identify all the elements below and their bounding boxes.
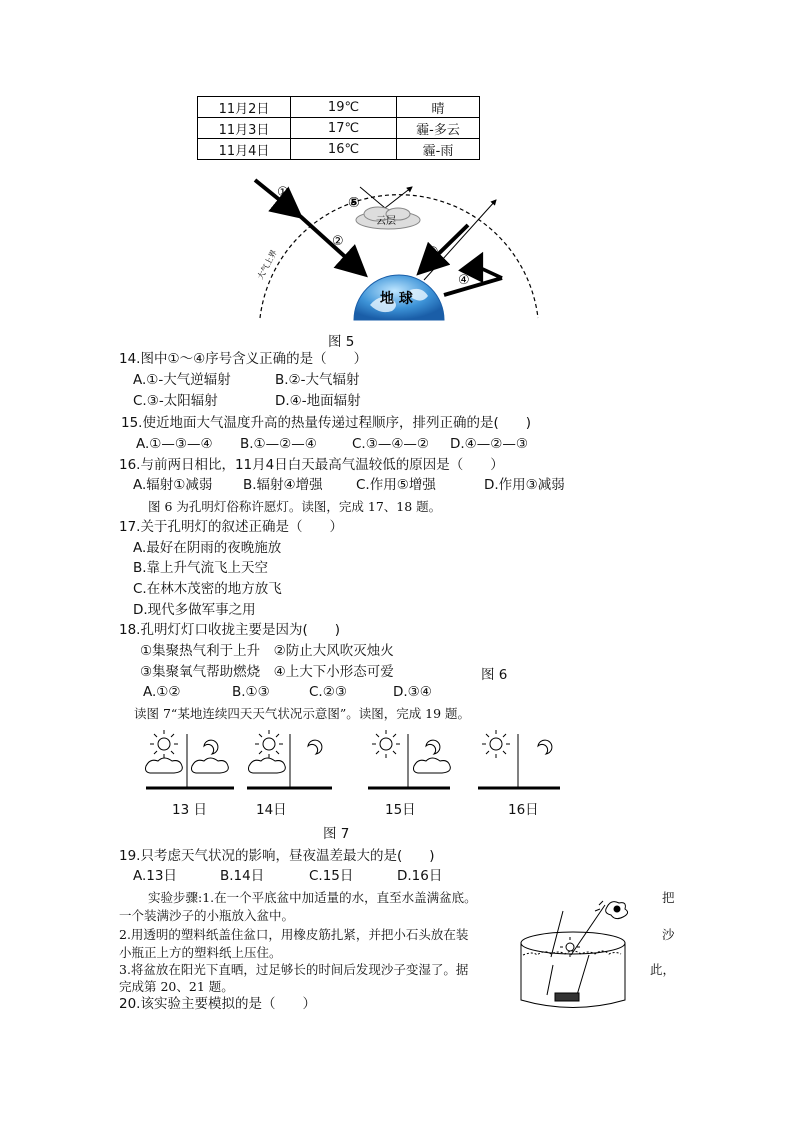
figure-6-intro: 图 6 为孔明灯俗称许愿灯。读图，完成 17、18 题。 xyxy=(148,499,442,514)
experiment-step-1-cont: 一个装满沙子的小瓶放入盆中。 xyxy=(119,908,295,923)
q18-option-b: B.①③ xyxy=(232,684,270,700)
earth-label: 地 球 xyxy=(380,291,413,307)
weather-panel-14 xyxy=(247,730,332,788)
q14-option-b: B.②-大气辐射 xyxy=(275,372,360,388)
figure-7-diagram xyxy=(140,726,580,796)
day-label-13: 13 日 xyxy=(172,802,207,818)
experiment-step-3: 3.将盆放在阳光下直晒，过足够长的时间后发现沙子变湿了。据 xyxy=(119,962,469,977)
table-cell: 11月4日 xyxy=(198,139,291,160)
q19-option-d: D.16日 xyxy=(397,868,443,884)
experiment-step-1: 实验步骤:1.在一个平底盆中加适量的水，直至水盖满盆底。 xyxy=(148,890,477,905)
arrow-2 xyxy=(300,216,362,272)
q18-statements-1: ①集聚热气利于上升 ②防止大风吹灭烛火 xyxy=(140,643,394,659)
experiment-illustration xyxy=(515,895,645,1015)
q14-option-a: A.①-大气逆辐射 xyxy=(133,372,231,388)
q19-option-a: A.13日 xyxy=(133,868,177,884)
question-17: 17.关于孔明灯的叙述正确是（ ） xyxy=(119,519,343,535)
question-20: 20.该实验主要模拟的是（ ） xyxy=(119,996,316,1012)
marker-2: ② xyxy=(332,234,344,249)
arrow-1 xyxy=(255,180,297,214)
q16-option-d: D.作用③减弱 xyxy=(484,477,565,493)
q15-option-d: D.④—②—③ xyxy=(450,436,528,452)
q14-option-c: C.③-太阳辐射 xyxy=(133,393,218,409)
figure-7-intro: 读图 7“某地连续四天天气状况示意图”。读图，完成 19 题。 xyxy=(134,706,471,721)
table-cell: 霾-雨 xyxy=(397,139,480,160)
q18-option-a: A.①② xyxy=(143,684,181,700)
q15-option-c: C.③—④—② xyxy=(352,436,430,452)
experiment-step-2: 2.用透明的塑料纸盖住盆口，用橡皮筋扎紧，并把小石头放在装 xyxy=(119,927,469,942)
weather-panel-16 xyxy=(478,730,560,788)
day-label-15: 15日 xyxy=(385,802,416,818)
q18-statements-2: ③集聚氧气帮助燃烧 ④上大下小形态可爱 xyxy=(140,664,394,680)
experiment-step-2-tail: 沙 xyxy=(662,927,675,942)
marker-1: ① xyxy=(277,185,289,200)
table-cell: 11月2日 xyxy=(198,97,291,118)
table-cell: 16℃ xyxy=(291,139,397,160)
experiment-step-3-tail: 此， xyxy=(650,962,676,977)
q14-option-d: D.④-地面辐射 xyxy=(275,393,361,409)
weather-panel-15 xyxy=(368,730,450,788)
table-cell: 19℃ xyxy=(291,97,397,118)
q17-option-c: C.在林木茂密的地方放飞 xyxy=(133,581,282,597)
q16-option-a: A.辐射①减弱 xyxy=(133,477,213,493)
table-cell: 霾-多云 xyxy=(397,118,480,139)
question-16: 16.与前两日相比，11月4日白天最高气温较低的原因是（ ） xyxy=(119,457,504,473)
table-row xyxy=(198,97,480,118)
q19-option-b: B.14日 xyxy=(220,868,265,884)
q17-option-b: B.靠上升气流飞上天空 xyxy=(133,560,269,576)
question-19: 19.只考虑天气状况的影响，昼夜温差最大的是( ) xyxy=(119,848,435,864)
figure-5-caption: 图 5 xyxy=(328,334,355,350)
marker-5: ⑤ xyxy=(348,195,360,211)
experiment-step-1-tail: 把 xyxy=(662,890,675,905)
question-15: 15.使近地面大气温度升高的热量传递过程顺序，排列正确的是( ) xyxy=(121,415,532,431)
table-row xyxy=(198,118,480,139)
figure-7-caption: 图 7 xyxy=(323,826,350,842)
q16-option-c: C.作用⑤增强 xyxy=(356,477,436,493)
question-14: 14.图中①～④序号含义正确的是（ ） xyxy=(119,351,368,367)
table-row xyxy=(198,139,480,160)
weather-table xyxy=(197,96,480,160)
q19-option-c: C.15日 xyxy=(309,868,354,884)
q15-option-a: A.①—③—④ xyxy=(136,436,213,452)
q17-option-a: A.最好在阴雨的夜晚施放 xyxy=(133,540,282,556)
table-cell: 17℃ xyxy=(291,118,397,139)
q16-option-b: B.辐射④增强 xyxy=(243,477,323,493)
q18-option-d: D.③④ xyxy=(393,684,432,700)
q15-option-b: B.①—②—④ xyxy=(240,436,317,452)
weather-panel-13 xyxy=(146,730,235,788)
cloud-label: 云层 xyxy=(376,216,396,227)
question-18: 18.孔明灯灯口收拢主要是因为( ) xyxy=(119,622,341,638)
table-cell: 晴 xyxy=(397,97,480,118)
arrow-4 xyxy=(444,278,502,295)
experiment-step-2-cont: 小瓶正上方的塑料纸上压住。 xyxy=(119,945,282,960)
table-cell: 11月3日 xyxy=(198,118,291,139)
reflection-arrow xyxy=(360,187,412,208)
day-label-14: 14日 xyxy=(256,802,287,818)
q18-option-c: C.②③ xyxy=(309,684,347,700)
experiment-step-3-cont: 完成第 20、21 题。 xyxy=(119,979,234,994)
day-label-16: 16日 xyxy=(508,802,539,818)
atmosphere-label: 大气上界 xyxy=(255,248,279,281)
figure-5-diagram xyxy=(240,170,560,322)
ground-radiation-line xyxy=(424,200,496,280)
marker-3: ③ xyxy=(427,245,439,260)
marker-4: ④ xyxy=(458,273,470,288)
figure-6-label: 图 6 xyxy=(481,667,508,683)
q17-option-d: D.现代多做军事之用 xyxy=(133,602,256,618)
